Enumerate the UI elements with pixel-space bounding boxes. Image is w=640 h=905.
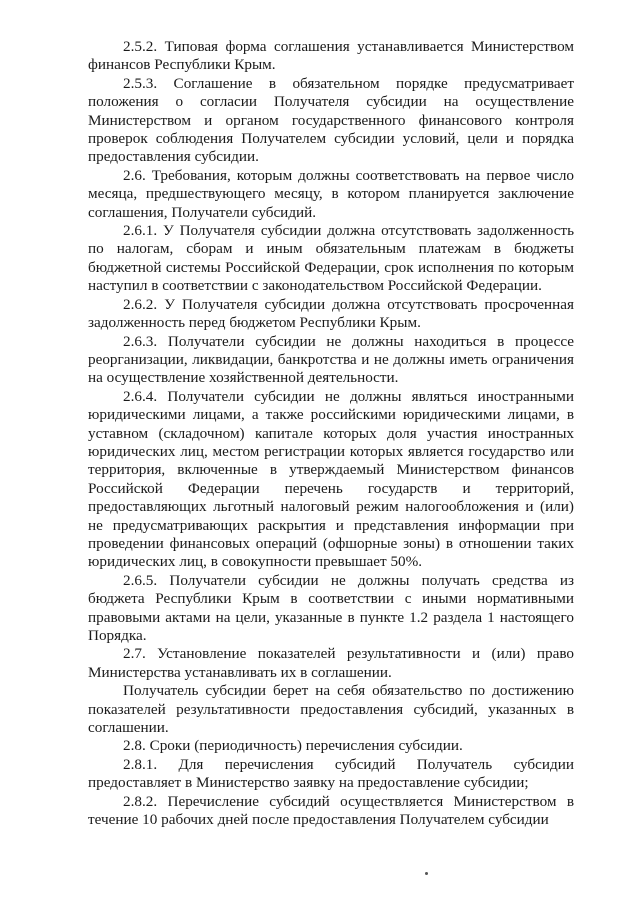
scan-speck bbox=[425, 872, 428, 875]
paragraph-recipient-obligation: Получатель субсидии берет на себя обязательство по достижению показателей результативности предоставления субсидий, указанных в соглашении. bbox=[88, 682, 574, 737]
paragraph-2-5-2: 2.5.2. Типовая форма соглашения устанавливается Министерством финансов Республики Крым. bbox=[88, 38, 574, 74]
paragraph-2-7: 2.7. Установление показателей результативности и (или) право Министерства устанавливать их в соглашении. bbox=[88, 645, 574, 681]
paragraph-2-6-5: 2.6.5. Получатели субсидии не должны получать средства из бюджета Республики Крым в соответствии с иными нормативными правовыми актами на цели, указанные в пункте 1.2 раздела 1 настоящего Порядка. bbox=[88, 571, 574, 644]
paragraph-2-8: 2.8. Сроки (периодичность) перечисления субсидии. bbox=[123, 737, 463, 755]
document-body bbox=[88, 38, 574, 829]
paragraph-2-6-1: 2.6.1. У Получателя субсидии должна отсутствовать задолженность по налогам, сборам и иным обязательным платежам в бюджеты бюджетной системы Российской Федерации, срок исполнения по которым наступил в соответствии с законодательством Российской Федерации. bbox=[88, 222, 574, 295]
paragraph-2-8-2: 2.8.2. Перечисление субсидий осуществляется Министерством в течение 10 рабочих дней после предоставления Получателем субсидии bbox=[88, 792, 574, 829]
paragraph-2-6: 2.6. Требования, которым должны соответствовать на первое число месяца, предшествующего месяцу, в котором планируется заключение соглашения, Получатели субсидий. bbox=[88, 166, 574, 221]
paragraph-2-6-4: 2.6.4. Получатели субсидии не должны являться иностранными юридическими лицами, а также российскими юридическими лицами, в уставном (складочном) капитале которых доля участия иностранных юридических лиц, местом регистрации которых является государство или территория, включенные в утверждаемый Министерством финансов Российской Федерации перечень государств и территорий, предоставляющих льготный налоговый режим налогообложения и (или) не предусматривающих раскрытия и представления информации при проведении финансовых операций (офшорные зоны) в отношении таких юридических лиц, в совокупности превышает 50%. bbox=[88, 387, 574, 571]
paragraph-2-6-2: 2.6.2. У Получателя субсидии должна отсутствовать просроченная задолженность перед бюджетом Республики Крым. bbox=[88, 295, 574, 332]
paragraph-2-6-3: 2.6.3. Получатели субсидии не должны находиться в процессе реорганизации, ликвидации, банкротства и не должны иметь ограничения на осуществление хозяйственной деятельности. bbox=[88, 332, 574, 387]
paragraph-2-5-3: 2.5.3. Соглашение в обязательном порядке предусматривает положения о согласии Получателя субсидии на осуществление Министерством и органом государственного финансового контроля проверок соблюдения Получателем субсидии условий, цели и порядка предоставления субсидии. bbox=[88, 74, 574, 166]
paragraph-2-8-1: 2.8.1. Для перечисления субсидий Получатель субсидии предоставляет в Министерство заявку на предоставление субсидии; bbox=[88, 755, 574, 792]
